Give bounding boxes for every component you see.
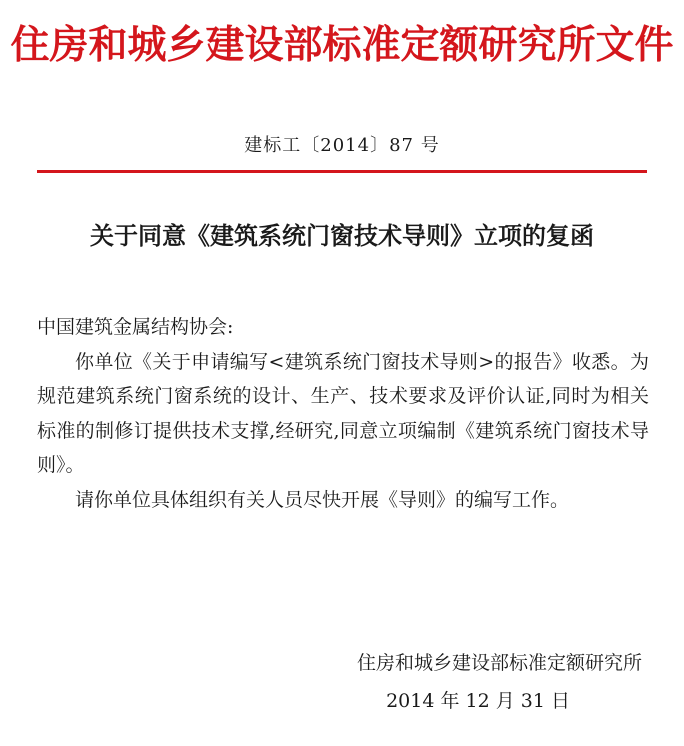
issue-date: 2014 年 12 月 31 日 xyxy=(386,690,570,712)
document-number: 建标工〔2014〕87 号 xyxy=(244,135,440,156)
salutation: 中国建筑金属结构协会: xyxy=(37,316,234,338)
document-title: 关于同意《建筑系统门窗技术导则》立项的复函 xyxy=(90,221,594,250)
red-divider-line xyxy=(37,170,647,173)
document-masthead: 住房和城乡建设部标准定额研究所文件 xyxy=(10,22,674,68)
document-body xyxy=(37,310,649,517)
signatory: 住房和城乡建设部标准定额研究所 xyxy=(356,652,642,674)
body-paragraph-2: 请你单位具体组织有关人员尽快开展《导则》的编写工作。 xyxy=(75,488,570,511)
body-paragraph-1: 你单位《关于申请编写<建筑系统门窗技术导则>的报告》收悉。为规范建筑系统门窗系统的设计、生产、技术要求及评价认证,同时为相关标准的制修订提供技术支撑,经研究,同意立项编制《建筑系统门窗技术导则》。 xyxy=(37,350,649,476)
